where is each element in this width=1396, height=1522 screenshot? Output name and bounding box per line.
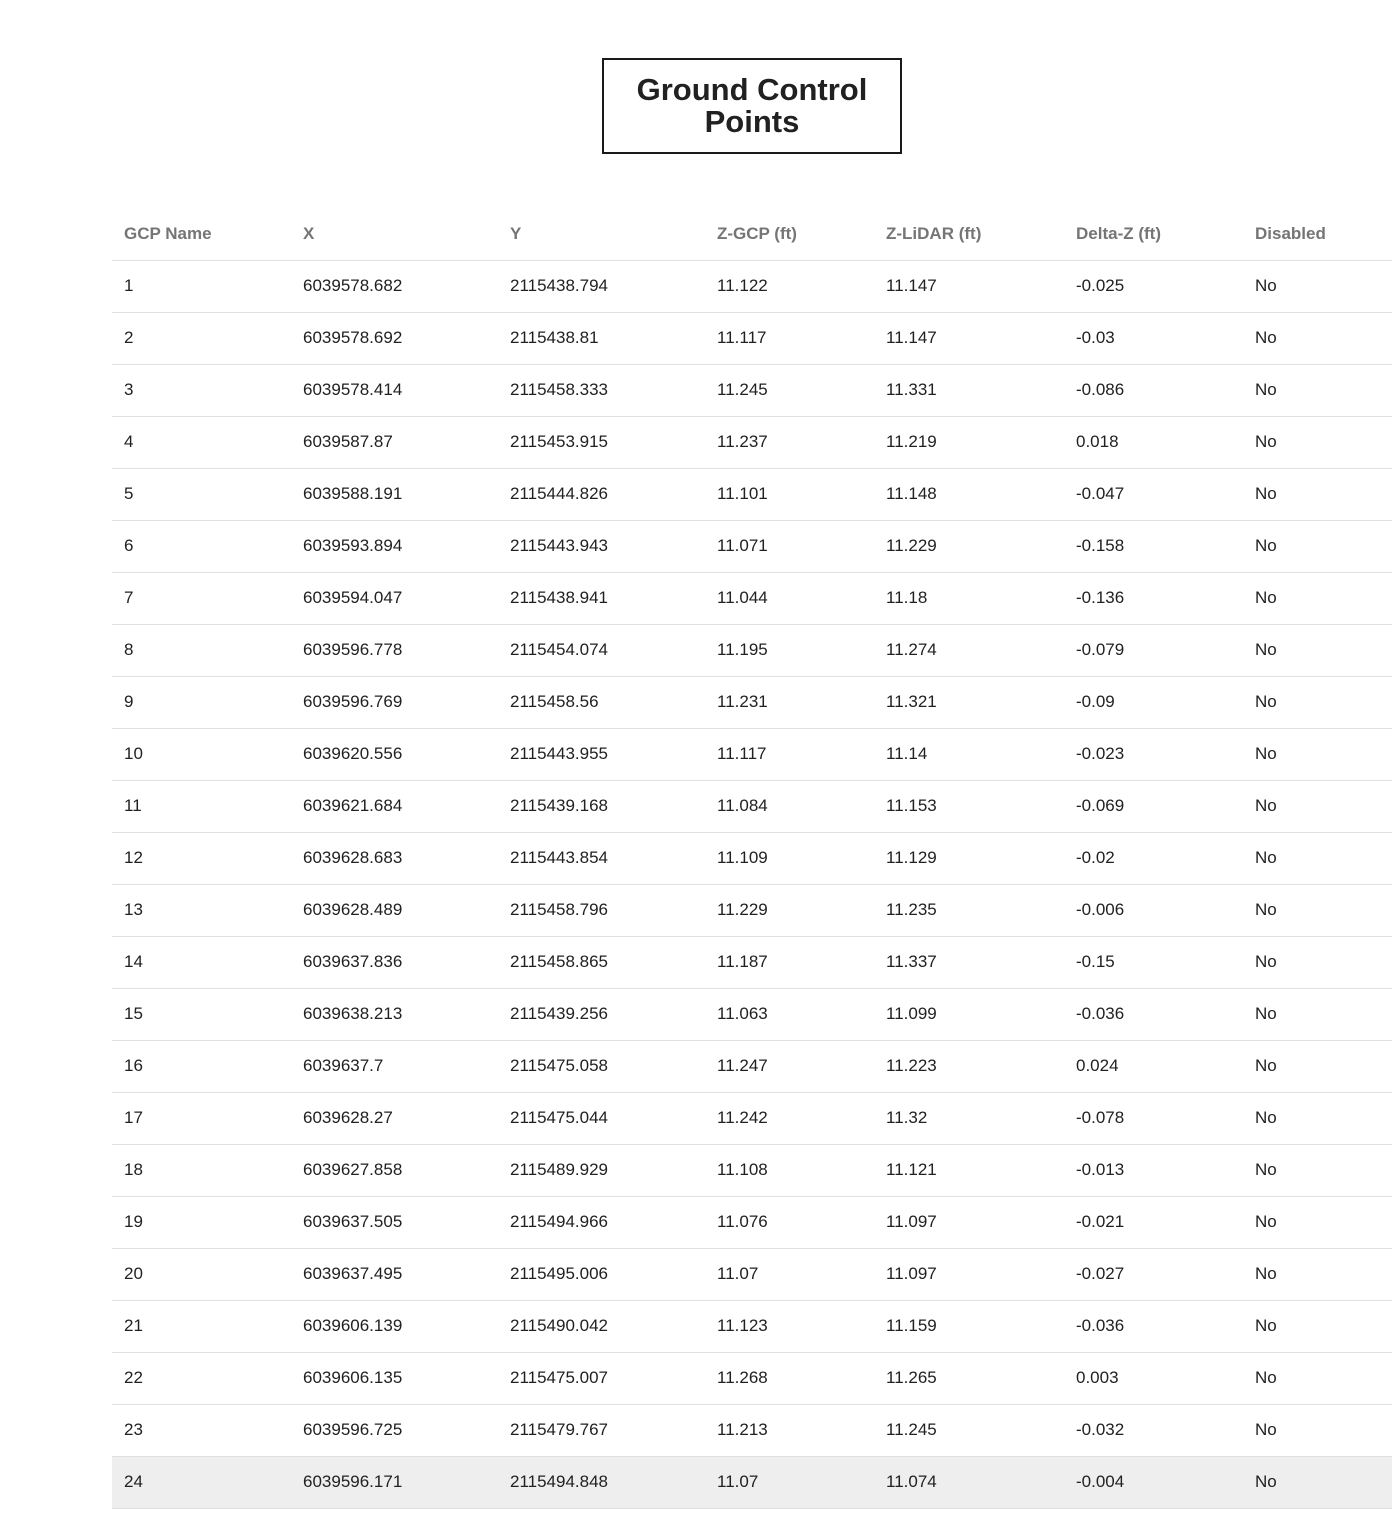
cell-x: 6039578.692 bbox=[291, 312, 498, 364]
cell-z-lidar: 11.099 bbox=[874, 988, 1064, 1040]
cell-z-gcp: 11.084 bbox=[705, 780, 874, 832]
cell-z-gcp: 11.109 bbox=[705, 832, 874, 884]
cell-z-gcp: 11.122 bbox=[705, 260, 874, 312]
cell-y: 2115439.256 bbox=[498, 988, 705, 1040]
cell-gcp-name: 22 bbox=[112, 1352, 291, 1404]
cell-gcp-name: 7 bbox=[112, 572, 291, 624]
cell-delta-z: -0.079 bbox=[1064, 624, 1243, 676]
table-body bbox=[112, 260, 1392, 1508]
cell-y: 2115494.848 bbox=[498, 1456, 705, 1508]
cell-z-gcp: 11.229 bbox=[705, 884, 874, 936]
table-row[interactable] bbox=[112, 468, 1392, 520]
cell-delta-z: -0.013 bbox=[1064, 1144, 1243, 1196]
table-row[interactable] bbox=[112, 1092, 1392, 1144]
cell-delta-z: -0.09 bbox=[1064, 676, 1243, 728]
cell-delta-z: -0.136 bbox=[1064, 572, 1243, 624]
cell-disabled: No bbox=[1243, 1144, 1392, 1196]
cell-disabled: No bbox=[1243, 1092, 1392, 1144]
cell-y: 2115438.81 bbox=[498, 312, 705, 364]
table-row[interactable] bbox=[112, 260, 1392, 312]
cell-z-gcp: 11.071 bbox=[705, 520, 874, 572]
cell-y: 2115458.56 bbox=[498, 676, 705, 728]
cell-y: 2115494.966 bbox=[498, 1196, 705, 1248]
table-row[interactable] bbox=[112, 780, 1392, 832]
gcp-table-container bbox=[112, 209, 1392, 1509]
cell-y: 2115443.943 bbox=[498, 520, 705, 572]
cell-z-gcp: 11.117 bbox=[705, 312, 874, 364]
cell-z-lidar: 11.147 bbox=[874, 312, 1064, 364]
cell-x: 6039637.7 bbox=[291, 1040, 498, 1092]
page-title-box bbox=[602, 58, 902, 154]
cell-disabled: No bbox=[1243, 364, 1392, 416]
table-row[interactable] bbox=[112, 1456, 1392, 1508]
table-header-row bbox=[112, 209, 1392, 260]
cell-z-lidar: 11.223 bbox=[874, 1040, 1064, 1092]
cell-disabled: No bbox=[1243, 1404, 1392, 1456]
column-header-delta-z[interactable]: Delta-Z (ft) bbox=[1064, 209, 1243, 260]
cell-delta-z: -0.158 bbox=[1064, 520, 1243, 572]
cell-disabled: No bbox=[1243, 572, 1392, 624]
cell-delta-z: -0.032 bbox=[1064, 1404, 1243, 1456]
cell-gcp-name: 18 bbox=[112, 1144, 291, 1196]
cell-z-lidar: 11.159 bbox=[874, 1300, 1064, 1352]
cell-z-gcp: 11.063 bbox=[705, 988, 874, 1040]
cell-y: 2115475.007 bbox=[498, 1352, 705, 1404]
cell-gcp-name: 5 bbox=[112, 468, 291, 520]
cell-gcp-name: 6 bbox=[112, 520, 291, 572]
cell-disabled: No bbox=[1243, 728, 1392, 780]
cell-x: 6039596.725 bbox=[291, 1404, 498, 1456]
cell-z-gcp: 11.247 bbox=[705, 1040, 874, 1092]
cell-disabled: No bbox=[1243, 1352, 1392, 1404]
cell-disabled: No bbox=[1243, 832, 1392, 884]
cell-disabled: No bbox=[1243, 520, 1392, 572]
cell-disabled: No bbox=[1243, 988, 1392, 1040]
table-row[interactable] bbox=[112, 312, 1392, 364]
cell-z-gcp: 11.123 bbox=[705, 1300, 874, 1352]
table-row[interactable] bbox=[112, 1144, 1392, 1196]
column-header-z-lidar[interactable]: Z-LiDAR (ft) bbox=[874, 209, 1064, 260]
cell-z-gcp: 11.117 bbox=[705, 728, 874, 780]
cell-gcp-name: 8 bbox=[112, 624, 291, 676]
cell-delta-z: -0.006 bbox=[1064, 884, 1243, 936]
cell-disabled: No bbox=[1243, 1196, 1392, 1248]
table-row[interactable] bbox=[112, 416, 1392, 468]
table-row[interactable] bbox=[112, 988, 1392, 1040]
cell-disabled: No bbox=[1243, 260, 1392, 312]
cell-z-lidar: 11.235 bbox=[874, 884, 1064, 936]
cell-y: 2115495.006 bbox=[498, 1248, 705, 1300]
cell-y: 2115454.074 bbox=[498, 624, 705, 676]
cell-x: 6039628.489 bbox=[291, 884, 498, 936]
cell-z-lidar: 11.14 bbox=[874, 728, 1064, 780]
cell-z-gcp: 11.076 bbox=[705, 1196, 874, 1248]
cell-z-gcp: 11.213 bbox=[705, 1404, 874, 1456]
cell-y: 2115443.955 bbox=[498, 728, 705, 780]
cell-y: 2115475.044 bbox=[498, 1092, 705, 1144]
column-header-z-gcp[interactable]: Z-GCP (ft) bbox=[705, 209, 874, 260]
cell-delta-z: -0.036 bbox=[1064, 988, 1243, 1040]
cell-gcp-name: 14 bbox=[112, 936, 291, 988]
cell-z-gcp: 11.195 bbox=[705, 624, 874, 676]
cell-gcp-name: 23 bbox=[112, 1404, 291, 1456]
cell-gcp-name: 1 bbox=[112, 260, 291, 312]
cell-delta-z: -0.027 bbox=[1064, 1248, 1243, 1300]
cell-x: 6039596.769 bbox=[291, 676, 498, 728]
cell-z-lidar: 11.337 bbox=[874, 936, 1064, 988]
cell-x: 6039578.682 bbox=[291, 260, 498, 312]
cell-z-lidar: 11.147 bbox=[874, 260, 1064, 312]
page-title: Ground Control Points bbox=[636, 72, 868, 139]
cell-y: 2115438.794 bbox=[498, 260, 705, 312]
cell-z-lidar: 11.219 bbox=[874, 416, 1064, 468]
cell-z-gcp: 11.187 bbox=[705, 936, 874, 988]
cell-disabled: No bbox=[1243, 936, 1392, 988]
cell-y: 2115443.854 bbox=[498, 832, 705, 884]
cell-delta-z: 0.018 bbox=[1064, 416, 1243, 468]
table-row[interactable] bbox=[112, 364, 1392, 416]
cell-gcp-name: 3 bbox=[112, 364, 291, 416]
table-row[interactable] bbox=[112, 1248, 1392, 1300]
table-row[interactable] bbox=[112, 520, 1392, 572]
cell-z-gcp: 11.108 bbox=[705, 1144, 874, 1196]
cell-delta-z: -0.036 bbox=[1064, 1300, 1243, 1352]
cell-x: 6039606.139 bbox=[291, 1300, 498, 1352]
cell-delta-z: -0.025 bbox=[1064, 260, 1243, 312]
gcp-table bbox=[112, 209, 1392, 1509]
cell-gcp-name: 24 bbox=[112, 1456, 291, 1508]
cell-disabled: No bbox=[1243, 416, 1392, 468]
table-row[interactable] bbox=[112, 1040, 1392, 1092]
cell-gcp-name: 11 bbox=[112, 780, 291, 832]
cell-z-gcp: 11.231 bbox=[705, 676, 874, 728]
cell-z-lidar: 11.097 bbox=[874, 1196, 1064, 1248]
cell-disabled: No bbox=[1243, 1300, 1392, 1352]
cell-delta-z: -0.02 bbox=[1064, 832, 1243, 884]
cell-y: 2115439.168 bbox=[498, 780, 705, 832]
cell-disabled: No bbox=[1243, 468, 1392, 520]
cell-y: 2115458.333 bbox=[498, 364, 705, 416]
cell-y: 2115444.826 bbox=[498, 468, 705, 520]
cell-delta-z: -0.03 bbox=[1064, 312, 1243, 364]
cell-z-lidar: 11.265 bbox=[874, 1352, 1064, 1404]
cell-z-gcp: 11.245 bbox=[705, 364, 874, 416]
cell-z-gcp: 11.268 bbox=[705, 1352, 874, 1404]
cell-y: 2115438.941 bbox=[498, 572, 705, 624]
column-header-gcp-name[interactable]: GCP Name bbox=[112, 209, 291, 260]
table-row[interactable] bbox=[112, 572, 1392, 624]
cell-gcp-name: 9 bbox=[112, 676, 291, 728]
cell-gcp-name: 19 bbox=[112, 1196, 291, 1248]
cell-z-gcp: 11.07 bbox=[705, 1456, 874, 1508]
table-row[interactable] bbox=[112, 936, 1392, 988]
cell-z-gcp: 11.101 bbox=[705, 468, 874, 520]
table-row[interactable] bbox=[112, 624, 1392, 676]
cell-z-lidar: 11.321 bbox=[874, 676, 1064, 728]
cell-gcp-name: 12 bbox=[112, 832, 291, 884]
cell-delta-z: -0.047 bbox=[1064, 468, 1243, 520]
cell-y: 2115458.865 bbox=[498, 936, 705, 988]
cell-disabled: No bbox=[1243, 884, 1392, 936]
column-header-disabled[interactable]: Disabled bbox=[1243, 209, 1392, 260]
cell-gcp-name: 10 bbox=[112, 728, 291, 780]
cell-delta-z: -0.078 bbox=[1064, 1092, 1243, 1144]
cell-gcp-name: 15 bbox=[112, 988, 291, 1040]
table-row[interactable] bbox=[112, 832, 1392, 884]
cell-x: 6039627.858 bbox=[291, 1144, 498, 1196]
cell-z-gcp: 11.044 bbox=[705, 572, 874, 624]
cell-delta-z: -0.15 bbox=[1064, 936, 1243, 988]
cell-y: 2115490.042 bbox=[498, 1300, 705, 1352]
cell-delta-z: -0.069 bbox=[1064, 780, 1243, 832]
table-row[interactable] bbox=[112, 728, 1392, 780]
cell-delta-z: 0.024 bbox=[1064, 1040, 1243, 1092]
cell-disabled: No bbox=[1243, 624, 1392, 676]
cell-x: 6039596.778 bbox=[291, 624, 498, 676]
cell-x: 6039578.414 bbox=[291, 364, 498, 416]
cell-x: 6039620.556 bbox=[291, 728, 498, 780]
cell-delta-z: 0.003 bbox=[1064, 1352, 1243, 1404]
cell-gcp-name: 16 bbox=[112, 1040, 291, 1092]
cell-gcp-name: 13 bbox=[112, 884, 291, 936]
table-row[interactable] bbox=[112, 884, 1392, 936]
cell-x: 6039638.213 bbox=[291, 988, 498, 1040]
cell-delta-z: -0.004 bbox=[1064, 1456, 1243, 1508]
cell-z-gcp: 11.242 bbox=[705, 1092, 874, 1144]
column-header-x[interactable]: X bbox=[291, 209, 498, 260]
cell-z-lidar: 11.097 bbox=[874, 1248, 1064, 1300]
cell-delta-z: -0.086 bbox=[1064, 364, 1243, 416]
cell-z-lidar: 11.129 bbox=[874, 832, 1064, 884]
cell-z-lidar: 11.331 bbox=[874, 364, 1064, 416]
cell-gcp-name: 21 bbox=[112, 1300, 291, 1352]
cell-delta-z: -0.023 bbox=[1064, 728, 1243, 780]
cell-x: 6039588.191 bbox=[291, 468, 498, 520]
cell-z-gcp: 11.07 bbox=[705, 1248, 874, 1300]
cell-x: 6039587.87 bbox=[291, 416, 498, 468]
table-row[interactable] bbox=[112, 1300, 1392, 1352]
cell-y: 2115453.915 bbox=[498, 416, 705, 468]
cell-z-lidar: 11.32 bbox=[874, 1092, 1064, 1144]
cell-x: 6039593.894 bbox=[291, 520, 498, 572]
cell-disabled: No bbox=[1243, 312, 1392, 364]
cell-gcp-name: 4 bbox=[112, 416, 291, 468]
cell-x: 6039628.683 bbox=[291, 832, 498, 884]
cell-x: 6039621.684 bbox=[291, 780, 498, 832]
cell-y: 2115479.767 bbox=[498, 1404, 705, 1456]
cell-z-lidar: 11.074 bbox=[874, 1456, 1064, 1508]
cell-y: 2115458.796 bbox=[498, 884, 705, 936]
cell-x: 6039637.505 bbox=[291, 1196, 498, 1248]
cell-z-lidar: 11.229 bbox=[874, 520, 1064, 572]
cell-y: 2115489.929 bbox=[498, 1144, 705, 1196]
cell-disabled: No bbox=[1243, 1248, 1392, 1300]
column-header-y[interactable]: Y bbox=[498, 209, 705, 260]
cell-delta-z: -0.021 bbox=[1064, 1196, 1243, 1248]
cell-y: 2115475.058 bbox=[498, 1040, 705, 1092]
table-row[interactable] bbox=[112, 676, 1392, 728]
cell-z-lidar: 11.153 bbox=[874, 780, 1064, 832]
cell-disabled: No bbox=[1243, 1040, 1392, 1092]
cell-z-lidar: 11.121 bbox=[874, 1144, 1064, 1196]
cell-gcp-name: 2 bbox=[112, 312, 291, 364]
table-row[interactable] bbox=[112, 1404, 1392, 1456]
cell-x: 6039628.27 bbox=[291, 1092, 498, 1144]
cell-x: 6039637.495 bbox=[291, 1248, 498, 1300]
cell-disabled: No bbox=[1243, 780, 1392, 832]
cell-z-lidar: 11.18 bbox=[874, 572, 1064, 624]
table-row[interactable] bbox=[112, 1196, 1392, 1248]
cell-z-lidar: 11.148 bbox=[874, 468, 1064, 520]
cell-x: 6039596.171 bbox=[291, 1456, 498, 1508]
cell-x: 6039606.135 bbox=[291, 1352, 498, 1404]
cell-disabled: No bbox=[1243, 1456, 1392, 1508]
cell-gcp-name: 20 bbox=[112, 1248, 291, 1300]
table-row[interactable] bbox=[112, 1352, 1392, 1404]
cell-x: 6039637.836 bbox=[291, 936, 498, 988]
cell-z-lidar: 11.245 bbox=[874, 1404, 1064, 1456]
cell-gcp-name: 17 bbox=[112, 1092, 291, 1144]
cell-z-lidar: 11.274 bbox=[874, 624, 1064, 676]
cell-z-gcp: 11.237 bbox=[705, 416, 874, 468]
cell-x: 6039594.047 bbox=[291, 572, 498, 624]
cell-disabled: No bbox=[1243, 676, 1392, 728]
